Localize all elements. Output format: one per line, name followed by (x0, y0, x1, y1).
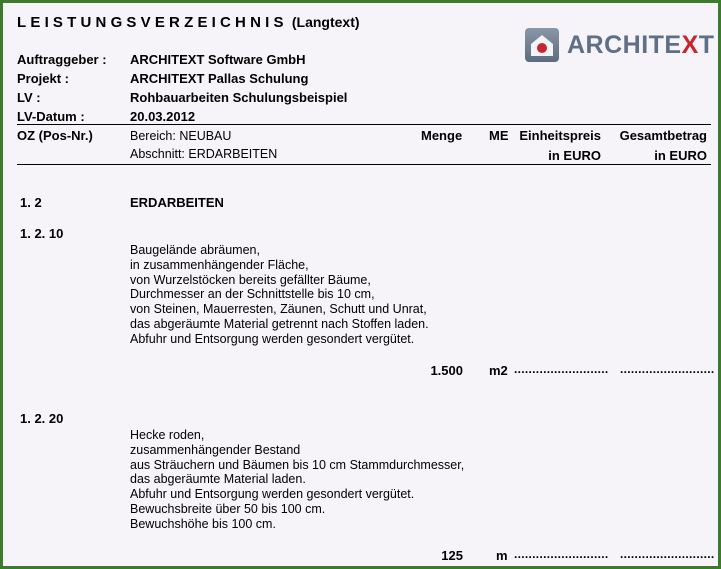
position-text: Baugelände abräumen, in zusammenhängender Fläche, von Wurzelstöcken bereits gefällter Bäume, Durchmesser an der Schnittstelle bis 10 cm, von Steinen, Mauerresten, Zäunen, Schutt und Unrat, das abgeräumte Material getrennt nach Stoffen laden. Abfuhr und Entsorgung werden gesondert vergütet. (130, 243, 429, 346)
position-menge: 1.500 (430, 363, 463, 378)
section-title: ERDARBEITEN (130, 195, 224, 210)
column-gesamtbetrag-unit: in EURO (654, 148, 707, 163)
value-lv-datum: 20.03.2012 (130, 109, 196, 124)
column-bereich: Bereich: NEUBAU (130, 129, 232, 143)
column-gesamtbetrag: Gesamtbetrag (619, 128, 707, 143)
position-text: Hecke roden, zusammenhängender Bestand aus Sträuchern und Bäumen bis 10 cm Stammdurchmesser, das abgeräumte Material laden. Abfuhr und Entsorgung werden gesondert vergütet. Bewuchsbreite über 50 bis 100 cm. Bewuchshöhe bis 100 cm. (130, 428, 465, 531)
header-divider-bottom (17, 164, 711, 165)
header-divider-top (17, 124, 711, 125)
title-sub: (Langtext) (291, 14, 360, 30)
section-oz: 1. 2 (20, 195, 42, 210)
label-projekt: Projekt : (17, 71, 70, 86)
position-einheitspreis: .......................... (514, 362, 609, 376)
column-einheitspreis-unit: in EURO (548, 148, 601, 163)
position-oz: 1. 2. 20 (20, 411, 64, 426)
value-auftraggeber: ARCHITEXT Software GmbH (130, 52, 306, 67)
column-abschnitt: Abschnitt: ERDARBEITEN (130, 147, 278, 161)
position-gesamtbetrag: .......................... (620, 547, 715, 561)
position-oz: 1. 2. 10 (20, 226, 64, 241)
logo-text: ARCHITEXT (567, 31, 715, 59)
value-projekt: ARCHITEXT Pallas Schulung (130, 71, 309, 86)
position-einheitspreis: .......................... (514, 547, 609, 561)
position-gesamtbetrag: .......................... (620, 362, 715, 376)
column-einheitspreis: Einheitspreis (519, 128, 601, 143)
label-lv-datum: LV-Datum : (17, 109, 85, 124)
column-menge: Menge (421, 128, 463, 143)
logo-house-icon (525, 28, 559, 62)
column-oz: OZ (Pos-Nr.) (17, 128, 93, 143)
position-me: m (496, 548, 508, 563)
document-title (17, 14, 360, 31)
column-me: ME (489, 128, 509, 143)
value-lv: Rohbauarbeiten Schulungsbeispiel (130, 90, 348, 105)
label-auftraggeber: Auftraggeber : (17, 52, 107, 67)
position-menge: 125 (441, 548, 463, 563)
title-main: LEISTUNGSVERZEICHNIS (17, 14, 288, 31)
label-lv: LV : (17, 90, 41, 105)
position-me: m2 (489, 363, 508, 378)
